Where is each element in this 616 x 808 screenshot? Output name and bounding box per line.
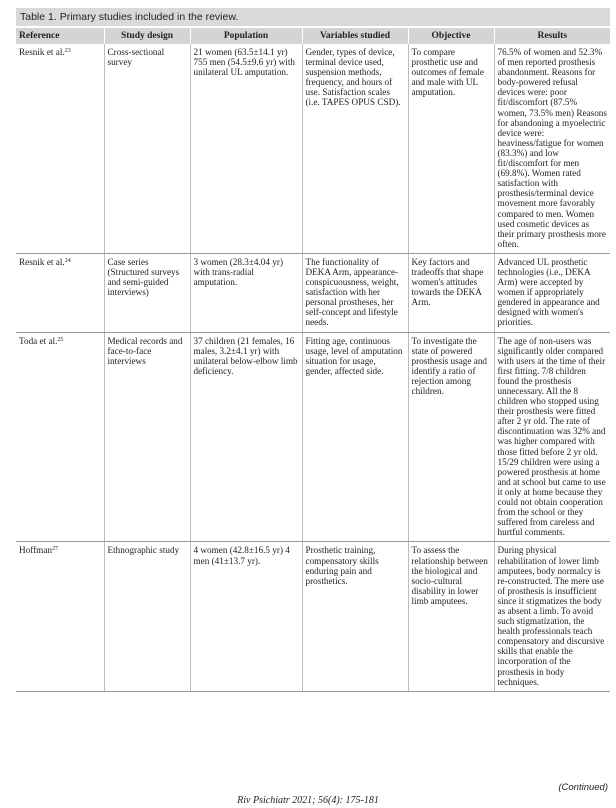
- reference-cell: [16, 332, 104, 542]
- population-cell: 3 women (28.3±4.04 yr) with trans-radial amputation.: [190, 253, 302, 332]
- reference-cell: [16, 542, 104, 691]
- study-design-cell: Cross-sectional survey: [104, 44, 190, 253]
- results-cell: 76.5% of women and 52.3% of men reported prosthesis abandonment. Reasons for body-powered refusal devices were: poor fit/discomfort (87.5% women, 73.5% men) Reasons for abandoning a myoelectric device were: heaviness/fatigue for women (83.3%) and low fit/discomfort for men (69.8%). Women rated satisfaction with prosthesis/terminal device movement more favorably compared to men. Women used cosmetic devices as their primary prosthesis more often.: [494, 44, 610, 253]
- reference-number: 24: [64, 257, 71, 264]
- table-row: [16, 253, 610, 332]
- table-row: [16, 542, 610, 691]
- table-header-row: [16, 28, 610, 44]
- table-row: [16, 44, 610, 253]
- column-header-objective: Objective: [408, 28, 494, 44]
- study-design-cell: Medical records and face-to-face interviews: [104, 332, 190, 542]
- continued-note: (Continued): [558, 782, 608, 793]
- objective-cell: Key factors and tradeoffs that shape women's attitudes towards the DEKA Arm.: [408, 253, 494, 332]
- reference-name: Resnik et al.: [19, 256, 65, 267]
- table-caption: Table 1. Primary studies included in the review.: [16, 8, 610, 26]
- reference-name: Hoffman: [19, 545, 52, 556]
- reference-name: Resnik et al.: [19, 47, 65, 57]
- study-design-cell: Ethnographic study: [104, 542, 190, 691]
- variables-cell: Fitting age, continuous usage, level of amputation situation for usage, gender, affected side.: [302, 332, 408, 542]
- objective-cell: To compare prosthetic use and outcomes of female and male with UL amputation.: [408, 44, 494, 253]
- reference-cell: [16, 253, 104, 332]
- variables-cell: The functionality of DEKA Arm, appearance-conspicuousness, weight, satisfaction with her personal prostheses, her self-concept and lifestyle needs.: [302, 253, 408, 332]
- table-row: [16, 332, 610, 542]
- population-cell: 21 women (63.5±14.1 yr) 755 men (54.5±9.6 yr) with unilateral UL amputation.: [190, 44, 302, 253]
- population-cell: 37 children (21 females, 16 males, 3.2±4.1 yr) with unilateral below-elbow limb deficiency.: [190, 332, 302, 542]
- reference-name: Toda et al.: [19, 335, 58, 346]
- reference-cell: [16, 44, 104, 253]
- study-design-cell: Case series (Structured surveys and semi-guided interviews): [104, 253, 190, 332]
- column-header-study-design: Study design: [104, 28, 190, 44]
- column-header-population: Population: [190, 28, 302, 44]
- objective-cell: To investigate the state of powered prosthesis usage and identify a ratio of rejection among children.: [408, 332, 494, 542]
- results-cell: Advanced UL prosthetic technologies (i.e., DEKA Arm) were accepted by women if appropriately gendered in appearance and designed with women's priorities.: [494, 253, 610, 332]
- column-header-results: Results: [494, 28, 610, 44]
- results-cell: The age of non-users was significantly older compared with users at the time of their first fitting. 7/8 children found the prosthesis unnecessary. All the 8 children who stopped using their prosthesis were fitted after 2 yr old. The rate of discontinuation was 32% and was higher compared with those fitted before 2 yr old. 15/29 children were using a powered prosthesis at home and at school but came to use it only at home because they could not obtain cooperation from the school or they suffered from careless and hurtful comments.: [494, 332, 610, 542]
- variables-cell: Gender, types of device, terminal device used, suspension methods, frequency, and hours of use. Satisfaction scales (i.e. TAPES OPUS CSD).: [302, 44, 408, 253]
- reference-number: 25: [57, 336, 64, 343]
- reference-number: 23: [64, 48, 71, 54]
- population-cell: 4 women (42.8±16.5 yr) 4 men (41±13.7 yr).: [190, 542, 302, 691]
- variables-cell: Prosthetic training, compensatory skills enduring pain and prosthetics.: [302, 542, 408, 691]
- journal-footer: Riv Psichiatr 2021; 56(4): 175-181: [237, 795, 379, 806]
- column-header-variables: Variables studied: [302, 28, 408, 44]
- primary-studies-table: [16, 28, 610, 692]
- column-header-reference: Reference: [16, 28, 104, 44]
- results-cell: During physical rehabilitation of lower limb amputees, body normalcy is re-constructed. The mere use of prosthesis is insufficient since it stigmatizes the body as absent a limb. To avoid such stigmatization, the health professionals teach compensatory and discursive skills that enable the incorporation of the prosthesis in body techniques.: [494, 542, 610, 691]
- reference-number: 27: [52, 546, 58, 553]
- objective-cell: To assess the relationship between the biological and socio-cultural disability in lower limb amputees.: [408, 542, 494, 691]
